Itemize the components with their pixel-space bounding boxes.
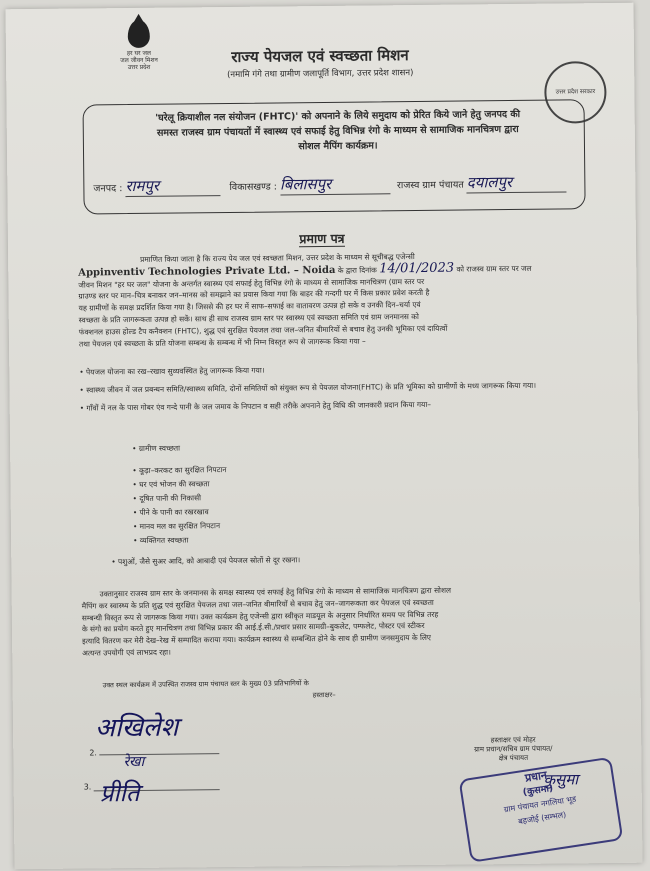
district-value: रामपुर — [125, 176, 160, 196]
list-item: • कूड़ा–करकट का सुरक्षित निपटान — [132, 465, 227, 476]
program-title-line-3: सोशल मैपिंग कार्यक्रम। — [298, 140, 378, 153]
sanitation-topics-list — [132, 440, 533, 550]
gram-panchayat-value: दयालपुर — [466, 173, 513, 192]
paragraph-1-line-3: यह ग्रामीणों के समक्ष प्रदर्शित किया गया है। जिससे की हर घर में साफ–सफाई का वातावरण उत्पन्न हो सके व उनकी दिन–चर्या एवं — [78, 300, 421, 313]
list-item: • दूषित पानी की निकासी — [132, 493, 202, 504]
bullet-item: • स्वास्थ्य जीवन में जल प्रबन्धन समिति/स्वास्थ्य समिति, दोनों समितियों को संयुक्त रूप से पेयजल योजना(FHTC) के प्रति भूमिका को ग्रामीणों के मध्य जागरूक किया गया। — [79, 380, 537, 395]
bullet-list — [79, 361, 619, 415]
bullet-item: • गाँवों में नल के पास गोबर एंव गन्दे पानी के जल जमाव के निपटान व सही तरीके अपनाने हेतु विधि की जानकारी प्रदान किया गया– — [79, 399, 431, 413]
pradhan-signature: कुसुमा — [543, 770, 579, 789]
signature-3: 3. प्रीति — [90, 774, 330, 817]
agency-name: Appinventiv Technologies Private Ltd. – Noida — [78, 264, 336, 279]
program-title-line-2: समस्त राजस्व ग्राम पंचायतों में स्वास्थ्य एवं सफाई हेतु विभिन्न रंगो के माध्यम से सामाजिक मानचित्रण द्वारा — [156, 123, 519, 139]
list-item: • ग्रामीण स्वच्छता — [132, 443, 181, 454]
logo-text: हर घर जल जल जीवन मिशन उत्तर प्रदेश — [120, 49, 158, 72]
certificate-heading: प्रमाण पत्र — [299, 230, 345, 247]
certificate-paragraph-1 — [78, 249, 619, 350]
paragraph-1-line-0: प्रमाणित किया जाता है कि राज्य पेय जल एवं स्वच्छता मिशन, उत्तर प्रदेश के माध्यम से सूचीबद्ध एजेन्सी — [140, 252, 415, 264]
company-line: Appinventiv Technologies Private Ltd. – Noida के द्वारा दिनांक 14/01/2023 को राजस्व ग्राम स्तर पर जल — [78, 260, 532, 279]
page-title: राज्य पेयजल एवं स्वच्छता मिशन — [231, 46, 409, 66]
signatory-block: हस्ताक्षर एवं मोहर ग्राम प्रधान/सचिव ग्राम पंचायत/ क्षेत्र पंचायत — [474, 735, 553, 763]
paragraph-1-line-4: स्वच्छता के प्रति जागरूकता उत्पन्न हो सकें। साथ ही साथ राजस्व ग्राम स्तर पर स्वास्थ्य एवं स्वच्छता समिति एवं ग्राम जनमानस को — [78, 311, 419, 325]
bullet-item: • पेयजल योजना का रख–रखाव सुव्यवस्थित हेतु जागरूक किया गया। — [79, 365, 265, 377]
paragraph-1-line-6: तथा पेयजल एवं स्वच्छता के प्रति योजना सम्बन्ध के सम्बन्ध में भी निम्न विस्तृत रूप से जागरूक किया गया – — [78, 336, 366, 349]
gram-panchayat-field — [467, 171, 567, 193]
gram-panchayat-label: राजस्व ग्राम पंचायत — [396, 179, 464, 192]
block-value: बिलासपुर — [279, 174, 332, 194]
list-item: • घर एवं भोजन की स्वच्छता — [132, 479, 210, 490]
signature-1: अखिलेश — [94, 712, 179, 744]
document-page — [6, 3, 643, 870]
paragraph-1-line-2: ग्राउण्ड स्तर पर मान–चित्र बनाकर जन–मानस को समझाने का प्रयास किया गया कि बाहर की गन्दगी घर में किस प्रकार प्रवेश करती है — [78, 288, 430, 301]
paragraph-1-line-1: जीवन मिशन "हर घर जल" योजना के अन्तर्गत स्वास्थ्य एवं सफाई हेतु विभिन्न रंगो के माध्यम से सामाजिक मानचित्रण (ग्राम स्तर पर — [78, 276, 425, 290]
participants-note: उक्त स्थल कार्यक्रम में उपस्थित राजस्व ग्राम पंचायत स्तर के मुख्य 03 प्रतिभागियों के हस्ताक्षर– — [102, 679, 336, 699]
list-item: • मानव मल का सुरक्षित निपटान — [132, 521, 221, 532]
block-field — [280, 173, 390, 195]
paragraph-1-line-5: फंक्शनल हाउस होल्ड टैप कनैक्शन (FHTC), शुद्ध एवं सुरक्षित पेयजल तथा जल–जनित बीमारियों से बचाव हेतु उनकी भूमिका एवं दायित्वों — [78, 323, 448, 337]
location-fields: जनपद : रामपुर विकासखण्ड : बिलासपुर राजस्व ग्राम पंचायत दयालपुर — [93, 171, 613, 197]
signature-2: 2. रेखा — [89, 744, 329, 777]
district-field — [125, 175, 220, 197]
block-label: विकासखण्ड — [229, 181, 271, 193]
program-title-text — [103, 106, 573, 156]
district-label: जनपद — [93, 183, 117, 195]
water-drop-icon — [128, 20, 150, 48]
last-bullet: • पशुओं, जैसे सुअर आदि, को आबादी एवं पेयजल स्रोतों से दूर रखना। — [111, 555, 301, 567]
list-item: • पीने के पानी का रखरखाव — [132, 507, 209, 518]
program-title-line-1: 'घरेलू क्रियाशील नल संयोजन (FHTC)' को अपनाने के लिये समुदाय को प्रेरित किये जाने हेतु जनपद की — [155, 108, 521, 124]
pradhan-stamp: प्रधान (कुसमा) ग्राम पंचायत नगलिया भूड बहजोई (सम्भल) — [459, 757, 624, 863]
page-subtitle: (नमामि गंगे तथा ग्रामीण जलापूर्ति विभाग, उत्तर प्रदेश शासन) — [226, 68, 414, 80]
certificate-paragraph-2: उक्तानुसार राजस्व ग्राम स्तर के जनमानस के समक्ष स्वास्थ्य एवं सफाई हेतु विभिन्न रंगो के माध्यम से सामाजिक मानचित्रण द्वारा सोशल मैपिंग कर स्वास्थ्य के प्रति शुद्ध एवं सुरक्षित पेयजल तथा जल–जनित बीमारियों से बचाव हेतु जन–जागरूकता कर पेयजल एवं स्वच्छता सम्बन्धी विस्तृत रूप से जागरूक किया गया। उक्त कार्यक्रम हेतु एजेन्सी द्वारा स्वीकृत माडयूल के अनुसार निर्धारित समय पर विभिन्न तरह के संगो का प्रयोग करते हुए मानचित्रण तथा विभिन्न प्रकार की आई.ई.सी./प्रचार प्रसार सामग्री–बुकलेट, पम्फलेट, पोस्टर एवं स्टीकर इत्यादि वितरण कर मेरी देख–रेख में सम्पादित कराया गया। कार्यक्रम स्वास्थ्य से सम्बन्धित होने के साथ ही ग्रामीण जनसमुदाय के लिए अत्यन्त उपयोगी एवं लाभप्रद रहा। — [81, 585, 452, 658]
program-date: 14/01/2023 — [379, 260, 455, 277]
list-item: • व्यक्तिगत स्वच्छता — [133, 535, 189, 546]
up-government-emblem: उत्तर प्रदेश सरकार — [544, 61, 607, 124]
participant-signatures — [83, 706, 330, 817]
